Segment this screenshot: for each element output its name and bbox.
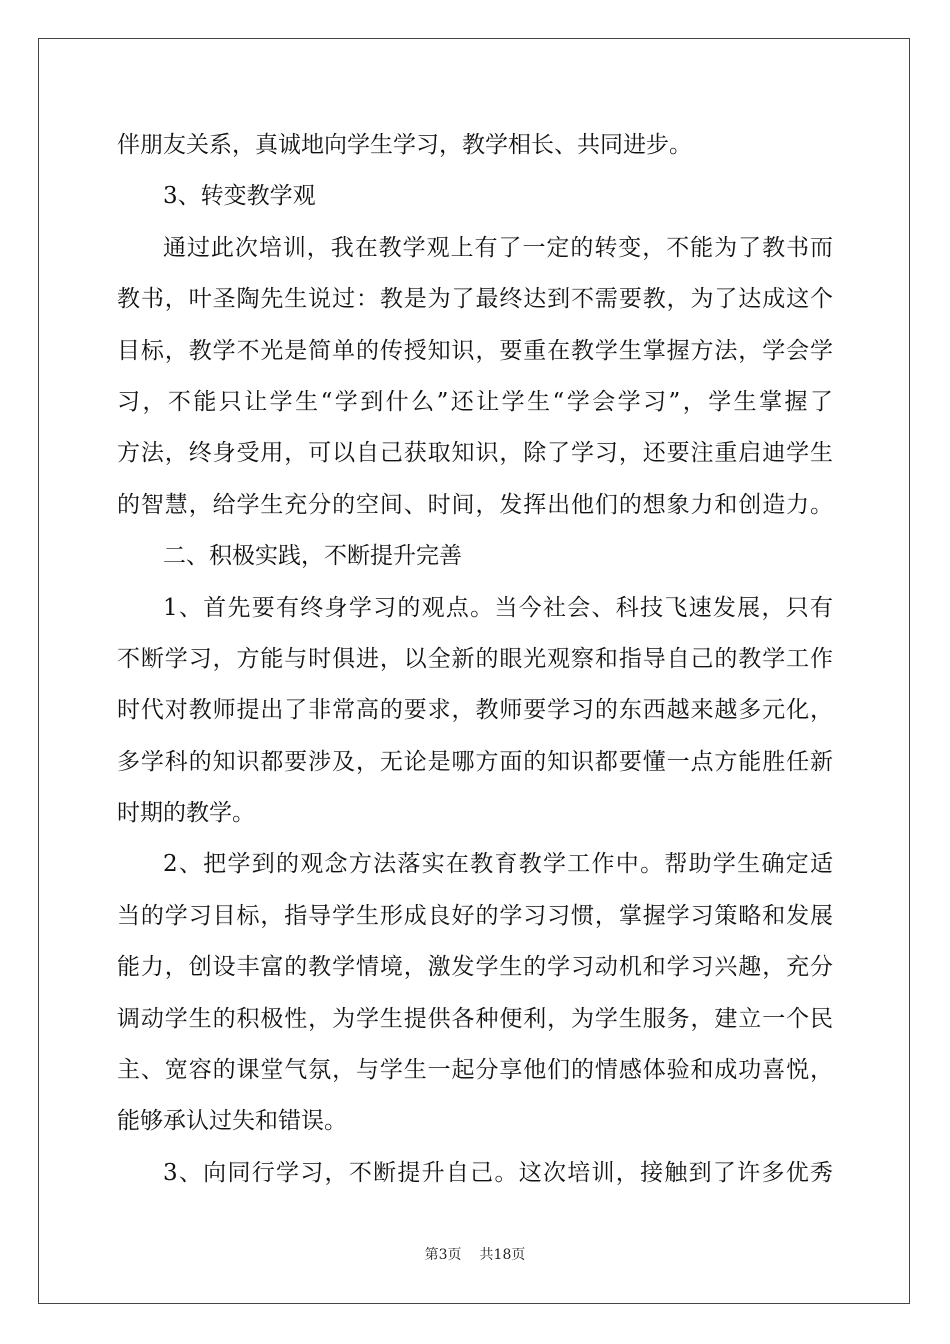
section-heading: 二、积极实践，不断提升完善 bbox=[163, 543, 462, 570]
text-line: 习，不能只让学生“学到什么”还让学生“学会学习”，学生掌握了 bbox=[117, 388, 833, 415]
text-line: 能力，创设丰富的教学情境，激发学生的学习动机和学习兴趣，充分 bbox=[117, 954, 833, 981]
text-line: 的智慧，给学生充分的空间、时间，发挥出他们的想象力和创造力。 bbox=[117, 491, 833, 518]
text-line: 时期的教学。 bbox=[117, 800, 255, 827]
text-line: 不断学习，方能与时俱进，以全新的眼光观察和指导自己的教学工作 bbox=[117, 645, 833, 672]
text-line: 目标，教学不光是简单的传授知识，要重在教学生掌握方法，学会学 bbox=[117, 337, 833, 364]
document-body bbox=[117, 120, 833, 1199]
text-line: 时代对教师提出了非常高的要求，教师要学习的东西越来越多元化， bbox=[117, 697, 833, 724]
section-heading: 3、转变教学观 bbox=[163, 183, 316, 210]
text-line: 2、把学到的观念方法落实在教育教学工作中。帮助学生确定适 bbox=[163, 851, 833, 878]
text-line: 调动学生的积极性，为学生提供各种便利，为学生服务，建立一个民 bbox=[117, 1005, 833, 1032]
page-footer bbox=[0, 1244, 950, 1264]
text-line: 1、首先要有终身学习的观点。当今社会、科技飞速发展，只有 bbox=[163, 594, 833, 621]
text-line: 能够承认过失和错误。 bbox=[117, 1108, 347, 1135]
text-line: 当的学习目标，指导学生形成良好的学习习惯，掌握学习策略和发展 bbox=[117, 902, 833, 929]
text-line: 多学科的知识都要涉及，无论是哪方面的知识都要懂一点方能胜任新 bbox=[117, 748, 833, 775]
text-line: 3、向同行学习，不断提升自己。这次培训，接触到了许多优秀 bbox=[163, 1159, 833, 1186]
text-line: 主、宽容的课堂气氛，与学生一起分享他们的情感体验和成功喜悦， bbox=[117, 1057, 833, 1084]
text-line: 伴朋友关系，真诚地向学生学习，教学相长、共同进步。 bbox=[117, 132, 692, 158]
text-line: 教书，叶圣陶先生说过：教是为了最终达到不需要教，为了达成这个 bbox=[117, 286, 833, 313]
page-total: 共18页 bbox=[479, 1247, 526, 1263]
text-line: 通过此次培训，我在教学观上有了一定的转变，不能为了教书而 bbox=[163, 234, 833, 261]
text-line: 方法，终身受用，可以自己获取知识，除了学习，还要注重启迪学生 bbox=[117, 440, 833, 467]
page-number: 第3页 bbox=[424, 1247, 462, 1263]
